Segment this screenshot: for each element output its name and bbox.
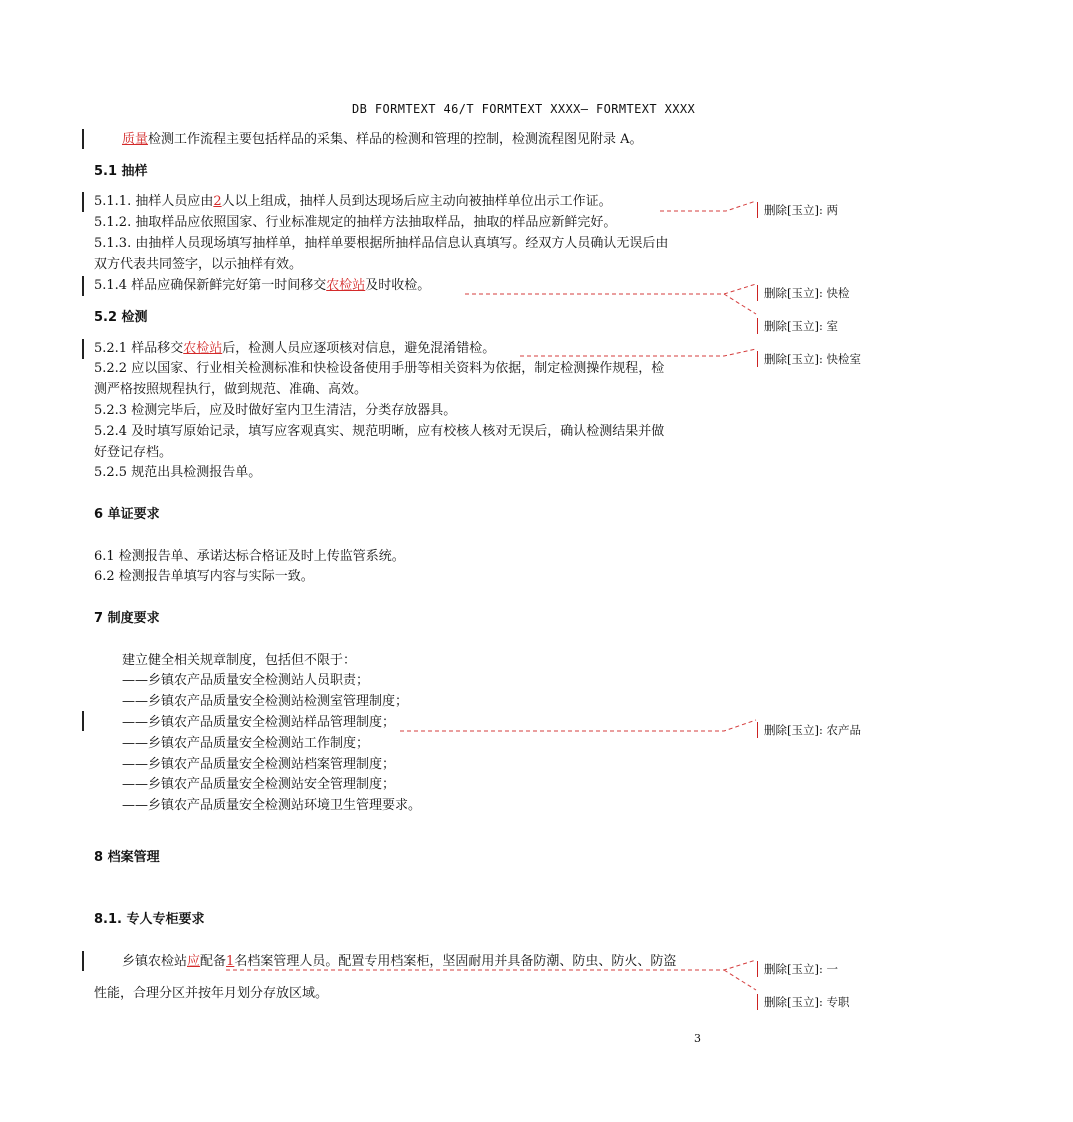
deletion-comment[interactable]: 删除[玉立]: 快检 bbox=[757, 285, 850, 301]
clause-text: 及时收检。 bbox=[365, 278, 431, 293]
clause-5-1-3: 5.1.3. 由抽样人员现场填写抽样单，抽样单要根据所抽样品信息认真填写。经双方人员确认无误后由 bbox=[94, 236, 669, 251]
section-heading-6: 6 单证要求 bbox=[94, 507, 160, 522]
page-number: 3 bbox=[694, 1032, 701, 1045]
archive-paragraph bbox=[122, 954, 676, 970]
inserted-text[interactable]: 2 bbox=[213, 194, 222, 209]
clause-5-1-4 bbox=[94, 278, 430, 294]
clause-6-2: 6.2 检测报告单填写内容与实际一致。 bbox=[94, 569, 314, 584]
archive-paragraph-cont: 性能，合理分区并按年月划分存放区域。 bbox=[94, 986, 329, 1001]
revision-bar bbox=[82, 951, 84, 971]
rule-item: ——乡镇农产品质量安全检测站检测室管理制度； bbox=[122, 694, 409, 709]
section-heading-7: 7 制度要求 bbox=[94, 611, 160, 626]
clause-text: 5.1.4 样品应确保新鲜完好第一时间移交 bbox=[94, 278, 327, 293]
clause-5-2-1 bbox=[94, 341, 495, 357]
paragraph-text: 配备 bbox=[200, 954, 227, 969]
rule-item: ——乡镇农产品质量安全检测站环境卫生管理要求。 bbox=[122, 798, 422, 813]
deletion-comment[interactable]: 删除[玉立]: 农产品 bbox=[757, 722, 861, 738]
rule-item: ——乡镇农产品质量安全检测站样品管理制度； bbox=[122, 715, 396, 730]
intro-paragraph bbox=[122, 132, 643, 148]
rule-item: ——乡镇农产品质量安全检测站档案管理制度； bbox=[122, 757, 396, 772]
revision-bar bbox=[82, 339, 84, 359]
inserted-text[interactable]: 应 bbox=[187, 954, 201, 969]
paragraph-text: 检测工作流程主要包括样品的采集、样品的检测和管理的控制，检测流程图见附录 A。 bbox=[148, 132, 643, 147]
clause-text: 人以上组成，抽样人员到达现场后应主动向被抽样单位出示工作证。 bbox=[221, 194, 612, 209]
subsection-heading-8-1: 8.1. 专人专柜要求 bbox=[94, 912, 205, 927]
section-heading-8: 8 档案管理 bbox=[94, 850, 160, 865]
section-heading-5-2: 5.2 检测 bbox=[94, 310, 148, 325]
rule-item: ——乡镇农产品质量安全检测站人员职责； bbox=[122, 673, 370, 688]
inserted-text[interactable]: 农检站 bbox=[326, 278, 366, 293]
deletion-comment[interactable]: 删除[玉立]: 快检室 bbox=[757, 351, 861, 367]
page-header: DB FORMTEXT 46/T FORMTEXT XXXX— FORMTEXT XXXX bbox=[352, 102, 696, 116]
clause-5-2-4-cont: 好登记存档。 bbox=[94, 445, 173, 460]
clause-5-1-3-cont: 双方代表共同签字，以示抽样有效。 bbox=[94, 257, 303, 272]
deletion-comment[interactable]: 删除[玉立]: 两 bbox=[757, 202, 838, 218]
revision-bar bbox=[82, 192, 84, 212]
paragraph-text: 名档案管理人员。配置专用档案柜，坚固耐用并具备防潮、防虫、防火、防盗 bbox=[234, 954, 677, 969]
section-heading-5-1: 5.1 抽样 bbox=[94, 164, 148, 179]
revision-bar bbox=[82, 711, 84, 731]
rule-item: ——乡镇农产品质量安全检测站工作制度； bbox=[122, 736, 370, 751]
clause-5-1-2: 5.1.2. 抽取样品应依照国家、行业标准规定的抽样方法抽取样品，抽取的样品应新鲜完好。 bbox=[94, 215, 617, 230]
inserted-text[interactable]: 1 bbox=[226, 954, 235, 969]
revision-bar bbox=[82, 276, 84, 296]
deletion-comment[interactable]: 删除[玉立]: 一 bbox=[757, 961, 838, 977]
clause-6-1: 6.1 检测报告单、承诺达标合格证及时上传监管系统。 bbox=[94, 549, 405, 564]
clause-text: 5.1.1. 抽样人员应由 bbox=[94, 194, 214, 209]
clause-5-2-4: 5.2.4 及时填写原始记录，填写应客观真实、规范明晰，应有校核人核对无误后，确认检测结果并做 bbox=[94, 424, 665, 439]
rules-lead: 建立健全相关规章制度，包括但不限于： bbox=[122, 653, 357, 668]
deletion-comment[interactable]: 删除[玉立]: 专职 bbox=[757, 994, 850, 1010]
revision-bar bbox=[82, 129, 84, 149]
rule-item: ——乡镇农产品质量安全检测站安全管理制度； bbox=[122, 777, 396, 792]
deletion-comment[interactable]: 删除[玉立]: 室 bbox=[757, 318, 838, 334]
inserted-text[interactable]: 质量 bbox=[122, 132, 149, 147]
clause-5-2-3: 5.2.3 检测完毕后，应及时做好室内卫生清洁，分类存放器具。 bbox=[94, 403, 457, 418]
clause-text: 5.2.1 样品移交 bbox=[94, 341, 184, 356]
clause-5-2-2: 5.2.2 应以国家、行业相关检测标准和快检设备使用手册等相关资料为依据，制定检测操作规程，检 bbox=[94, 361, 665, 376]
clause-5-2-2-cont: 测严格按照规程执行，做到规范、准确、高效。 bbox=[94, 382, 368, 397]
paragraph-text: 乡镇农检站 bbox=[122, 954, 188, 969]
clause-5-1-1 bbox=[94, 194, 612, 210]
clause-text: 后，检测人员应逐项核对信息，避免混淆错检。 bbox=[222, 341, 496, 356]
clause-5-2-5: 5.2.5 规范出具检测报告单。 bbox=[94, 465, 262, 480]
inserted-text[interactable]: 农检站 bbox=[183, 341, 223, 356]
